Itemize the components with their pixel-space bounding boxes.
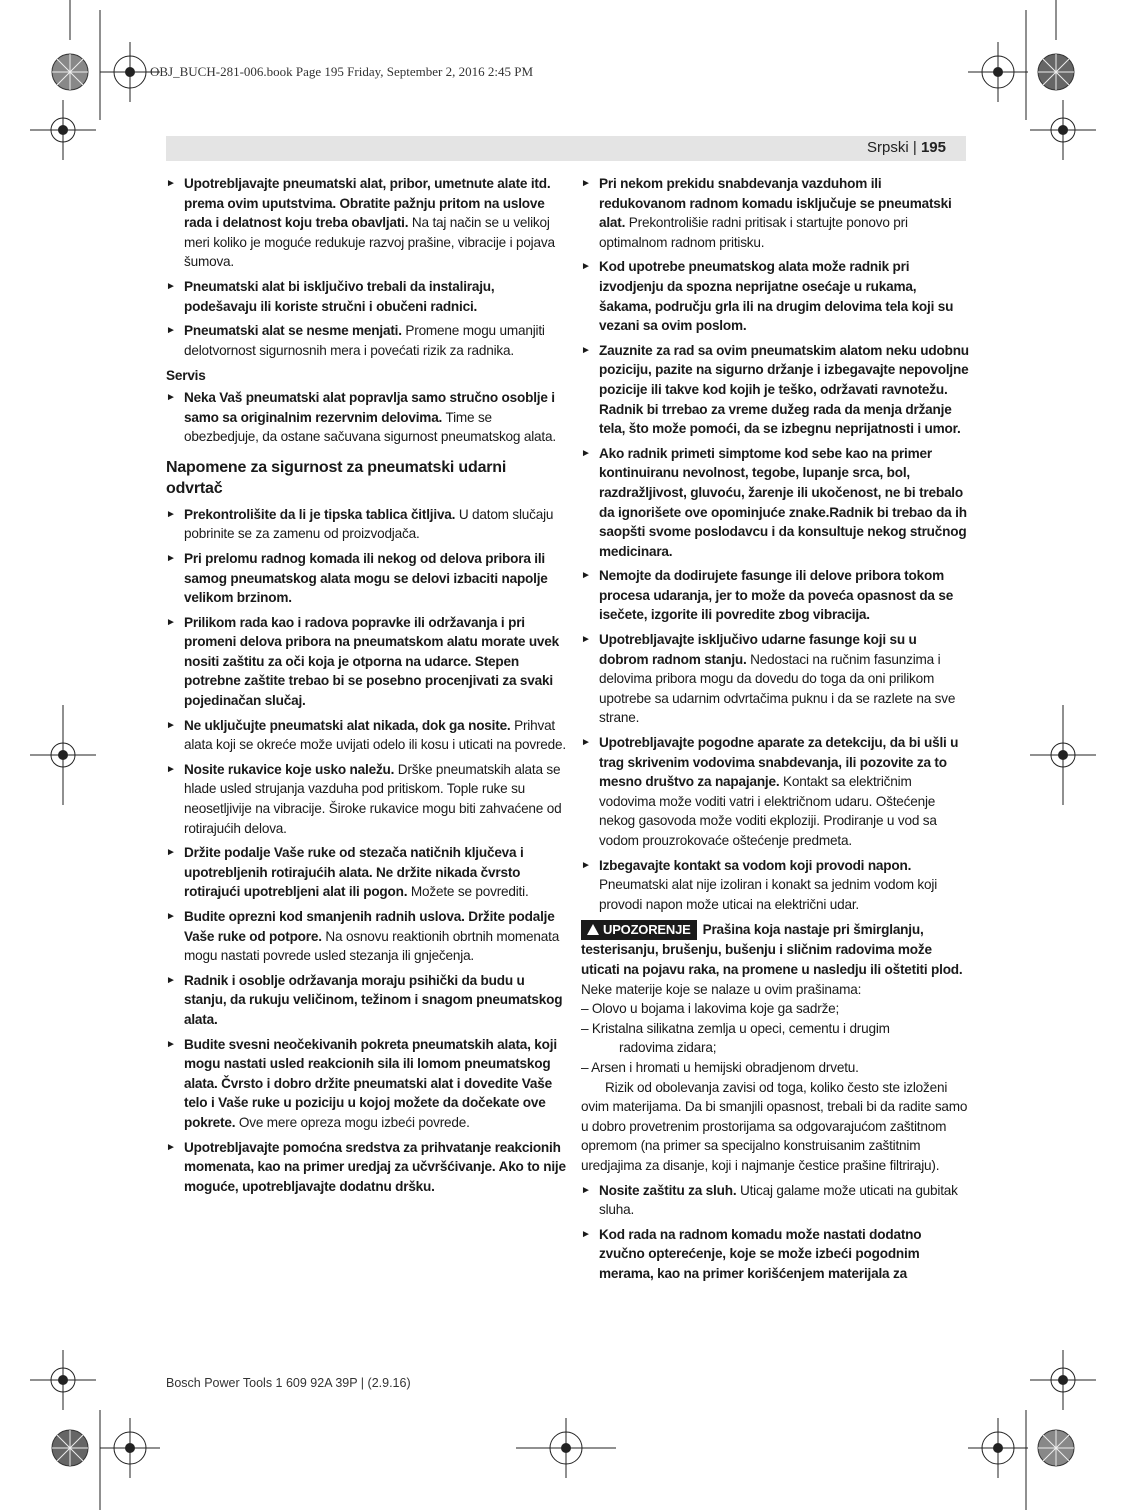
right-column <box>581 174 969 1288</box>
bullet-arrow-icon: ► <box>581 1228 591 1240</box>
bullet-arrow-icon: ► <box>581 261 591 273</box>
list-item <box>166 907 566 966</box>
warning-triangle-icon <box>587 924 599 935</box>
list-item <box>166 971 566 1030</box>
item-bold: Nosite zaštitu za sluh. <box>599 1182 737 1198</box>
item-bold: Neka Vaš pneumatski alat popravlja samo stručno osoblje i samo sa originalnim rezervnim delovima. <box>184 389 555 425</box>
warning-bold: Prašina koja nastaje pri šmirglanju, testerisanju, brušenju, bušenju i sličnim radovima može uticati na pojavu raka, na promene u nasledju ili oštetiti plod. <box>581 922 963 977</box>
item-text: Uticaj galame može uticati na gubitak sluha. <box>599 1182 958 1218</box>
bullet-arrow-icon: ► <box>166 847 176 859</box>
item-bold: Izbegavajte kontakt sa vodom koji provodi napon. <box>599 857 912 873</box>
bullet-arrow-icon: ► <box>581 737 591 749</box>
risk-paragraph: Rizik od obolevanja zavisi od toga, koliko često ste izloženi ovim materijama. Da bi smanjili opasnost, trebali bi da radite samo u dobro provetrenim prostorijama sa odgovarajućom zaštitnom opremom (na primer sa specijalno konstruisanim zaštitnim uredjajima za disanje, koji i najmanje čestice prašine filtriraju). <box>581 1079 968 1173</box>
item-bold: Kod upotrebe pneumatskog alata može radnik pri izvodjenju da spozna neprijatne osećaje u rukama, šakama, području grla ili na drugim delovima tela koji su vezani sa ovim poslom. <box>599 259 954 334</box>
item-text: Time se obezbedjuje, da ostane sačuvana sigurnost pneumatskog alata. <box>184 409 556 445</box>
item-bold: Pneumatski alat bi isključivo trebali da instaliraju, podešavaju ili koriste stručni i obučeni radnici. <box>184 278 495 314</box>
hazard-list-item: – Arsen i hromati u hemijski obradjenom drvetu. <box>581 1059 859 1075</box>
item-bold: Upotrebljavajte isključivo udarne fasunge koji su u dobrom radnom stanju. <box>599 632 917 667</box>
warning-block <box>581 920 969 999</box>
hazard-list-item: – Kristalna silikatna zemlja u opeci, cementu i drugim <box>581 1020 890 1036</box>
item-text: Pneumatski alat nije izoliran i konakt sa jednim vodom koji provodi napon može uticai na električni udar. <box>599 877 938 912</box>
section-heading: Napomene za sigurnost za pneumatski udarni odvrtač <box>166 458 507 497</box>
bullet-arrow-icon: ► <box>581 570 591 582</box>
list-item <box>166 549 566 608</box>
warning-label: UPOZORENJE <box>603 922 691 938</box>
bullet-arrow-icon: ► <box>581 344 591 356</box>
bullet-arrow-icon: ► <box>581 859 591 871</box>
list-item <box>581 566 969 625</box>
item-text: Nedostaci na ručnim fasunzima i delovima pribora mogu da dovedu do toga da oni prilikom upotrebe sa udarnim odvrtačima puknu i da se razlete na sve strane. <box>599 651 956 726</box>
bullet-arrow-icon: ► <box>166 719 176 731</box>
bullet-arrow-icon: ► <box>581 1184 591 1196</box>
item-text: Prihvat alata koji se okreće može uvijati odelo ili kosu i uticati na povrede. <box>184 717 566 753</box>
hazard-list-item: – Olovo u bojama i lakovima koje ga sadrže; <box>581 1001 840 1017</box>
bullet-arrow-icon: ► <box>581 447 591 459</box>
item-text: Ove mere opreza mogu izbeći povrede. <box>235 1114 470 1130</box>
item-text: U datom slučaju pobrinite se za zamenu od proizvodjača. <box>184 506 554 542</box>
item-bold: Upotrebljavajte pneumatski alat, pribor, umetnute alate itd. prema ovim uputstvima. Obratite pažnju pritom na uslove rada i delatnost koju treba obavljati. <box>184 176 551 231</box>
running-header <box>867 139 946 156</box>
bullet-arrow-icon: ► <box>166 325 176 337</box>
list-item <box>581 856 969 915</box>
list-item <box>166 613 566 711</box>
list-item <box>581 341 969 439</box>
list-item <box>166 321 566 360</box>
bullet-arrow-icon: ► <box>166 1038 176 1050</box>
bullet-arrow-icon: ► <box>166 763 176 775</box>
item-bold: Pri prelomu radnog komada ili nekog od delova pribora ili samog pneumatskog alata mogu se delovi izbaciti napolje velikom brzinom. <box>184 550 548 606</box>
bullet-arrow-icon: ► <box>166 178 176 189</box>
list-item <box>166 716 566 755</box>
item-bold: Radnik i osoblje održavanja moraju psihički da budu u stanju, da rukuju veličinom, težinom i snagom pneumatskog alata. <box>184 972 563 1027</box>
header-section: Srpski <box>867 139 909 156</box>
list-item <box>581 444 969 562</box>
item-text: Možete se povrediti. <box>407 884 529 900</box>
item-bold: Upotrebljavajte pogodne aparate za detekciju, da bi ušli u trag skrivenim vodovima snabdevanja, ili pozovite za to mesno društvo za napajanje. <box>599 735 959 790</box>
item-text: Prekontrolišie radni pritisak i startujte ponovo pri optimalnom radnom pritisku. <box>599 215 908 250</box>
servis-heading: Servis <box>166 368 206 384</box>
list-item <box>166 1035 566 1133</box>
list-item <box>166 843 566 902</box>
list-item <box>166 174 566 272</box>
item-text: Na taj način se u velikoj meri koliko je moguće redukuje razvoj prašine, vibracije i pojava šumova. <box>184 215 555 270</box>
bullet-arrow-icon: ► <box>166 552 176 564</box>
item-text: Promene mogu umanjiti delotvornost sigurnosnih mera i povećati rizik za radnika. <box>184 323 545 358</box>
item-bold: Upotrebljavajte pomoćna sredstva za prihvatanje reakcionih momenata, kao na primer uredjaj za učvršćivanje. Ako to nije moguće, upotrebljavajte dodatnu dršku. <box>184 1139 566 1194</box>
item-text: Kontakt sa električnim vodovima može voditi vatri i električnom udaru. Oštećenje nekog gasovoda može voditi ekploziji. Prodiranje u vod sa vodom prouzrokovaće oštećenje predmeta. <box>599 774 937 848</box>
item-bold: Ako radnik primeti simptome kod sebe kao na primer kontinuiranu nevolnost, tegobe, lupanje srca, bol, razdražljivost, gluvoću, žarenje ili ukočenost, ne bi trebalo da ignorišete ove opominjuće znake.Radnik bi trebao da ih saopšti svome poslodavcu i da konsultuje nekog stručnog medicinara. <box>599 445 967 559</box>
item-bold: Kod rada na radnom komadu može nastati dodatno zvučno opterećenje, koje se može izbeći pogodnim merama, kao na primer korišćenjem materijala za <box>599 1226 922 1281</box>
list-item <box>166 388 566 447</box>
item-bold: Pneumatski alat se nesme menjati. <box>184 323 402 339</box>
list-item <box>581 630 969 728</box>
list-item <box>581 733 969 851</box>
bullet-arrow-icon: ► <box>166 280 176 292</box>
list-item <box>166 1138 566 1197</box>
running-header-bar <box>166 136 966 161</box>
page-footer: Bosch Power Tools 1 609 92A 39P | (2.9.16) <box>166 1376 411 1390</box>
bullet-arrow-icon: ► <box>166 616 176 628</box>
item-bold: Nosite rukavice koje usko naležu. <box>184 761 395 777</box>
bullet-arrow-icon: ► <box>581 634 591 646</box>
list-item <box>166 277 566 316</box>
item-bold: Prekontrolišite da li je tipska tablica čitljiva. <box>184 506 456 522</box>
print-slug: OBJ_BUCH-281-006.book Page 195 Friday, September 2, 2016 2:45 PM <box>150 64 534 79</box>
item-text: Drške pneumatskih alata se hlade usled strujanja vazduha pod pritiskom. Tople ruke su neosetljivije na vibracije. Široke rukavice mogu biti zahvaćene od rotirajućih delova. <box>184 761 562 836</box>
list-item <box>581 1225 969 1284</box>
list-item <box>581 257 969 335</box>
warning-badge <box>581 920 697 940</box>
left-column <box>166 174 566 1201</box>
list-item <box>166 505 566 544</box>
warning-text: Neke materije koje se nalaze u ovim prašinama: <box>581 981 862 997</box>
item-bold: Pri nekom prekidu snabdevanja vazduhom ili redukovanom radnom komadu isključuje se pneumatski alat. <box>599 176 952 231</box>
bullet-arrow-icon: ► <box>166 391 176 403</box>
item-bold: Budite svesni neočekivanih pokreta pneumatskih alata, koji mogu nastati usled reakcionih sila ili lomom pneumatskog alata. Čvrsto i dobro držite pneumatski alat i dovedite Vaše telo i Vaše ruke u poziciju u kojoj možete da dočekate ove pokrete. <box>184 1036 557 1130</box>
item-bold: Nemojte da dodirujete fasunge ili delove pribora tokom procesa udaranja, jer to može da poveća opasnost da se isečete, izgorite ili povredite zbog vibracija. <box>599 568 954 623</box>
item-text: Na osnovu reaktionih obrtnih momenata mogu nastati povrede usled stezanja ili gnječenja. <box>184 928 560 964</box>
list-item <box>581 1181 969 1220</box>
bullet-arrow-icon: ► <box>166 508 176 520</box>
item-bold: Ne uključujte pneumatski alat nikada, dok ga nosite. <box>184 717 511 733</box>
hazard-list-item-cont: radovima zidara; <box>619 1040 717 1056</box>
list-item <box>166 760 566 838</box>
list-item <box>581 174 969 252</box>
item-bold: Držite podalje Vaše ruke od stezača natičnih ključeva i upotrebljenih rotirajućih alata. Ne držite nikada čvrsto rotirajući upotrebljeni alat ili pogon. <box>184 845 524 900</box>
item-bold: Budite oprezni kod smanjenih radnih uslova. Držite podalje Vaše ruke od potpore. <box>184 909 555 944</box>
item-bold: Zauznite za rad sa ovim pneumatskim alatom neku udobnu poziciju, pazite na sigurno držanje i izbegavajte nepovoljne pozicije ili takve kod kojih je teško, održavati ravnotežu. Radnik bi trrebao za vreme dužeg rada da menja držanje tela, što može pomoći, da se izbegnu neprijatnosti i umor. <box>599 342 969 437</box>
item-bold: Prilikom rada kao i radova popravke ili održavanja i pri promeni delova pribora na pneumatskom alatu morate uvek nositi zaštitu za oči koja je otporna na udarce. Stepen potrebne zaštite trebao bi se posebno procenjivati za svaki pojedinačan slučaj. <box>184 614 560 709</box>
bullet-arrow-icon: ► <box>166 911 176 922</box>
page-number: 195 <box>920 139 946 156</box>
bullet-arrow-icon: ► <box>581 178 591 189</box>
bullet-arrow-icon: ► <box>166 974 176 986</box>
header-separator: | <box>908 139 921 156</box>
bullet-arrow-icon: ► <box>166 1141 176 1153</box>
